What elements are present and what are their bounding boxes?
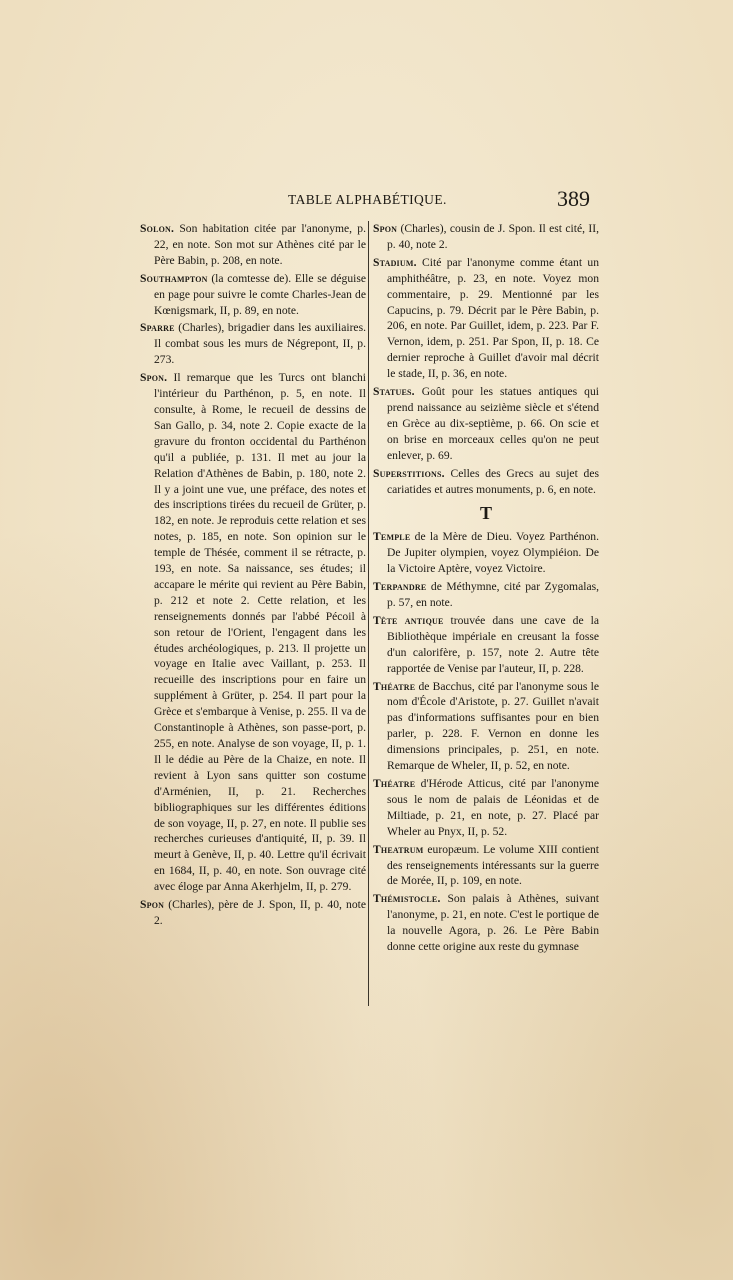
index-entry xyxy=(140,271,366,319)
entry-headword: Théatre xyxy=(373,777,416,790)
index-entry xyxy=(373,613,599,677)
running-title: TABLE ALPHABÉTIQUE. xyxy=(288,192,447,207)
index-entry xyxy=(140,320,366,368)
entry-headword: Solon. xyxy=(140,222,175,235)
section-letter-heading: T xyxy=(479,503,492,524)
entry-text: (Charles), père de J. Spon, II, p. 40, note 2. xyxy=(154,898,366,927)
index-entry xyxy=(140,897,366,929)
entry-text: europæum. Le volume XIII contient des renseignements intéressants sur la guerre de Morée, II, p. 109, en note. xyxy=(387,842,599,888)
entry-headword: Terpandre xyxy=(373,580,427,594)
page-header xyxy=(140,186,592,210)
entry-text: Celles des Grecs au sujet des cariatides et autres monuments, p. 6, en note. xyxy=(387,466,599,496)
page-number: 389 xyxy=(557,186,590,211)
index-entry xyxy=(373,776,599,840)
entry-headword: Spon xyxy=(140,898,165,912)
index-entry xyxy=(373,529,599,577)
entry-headword: Theatrum xyxy=(373,842,424,856)
entry-text: Son habitation citée par l'anonyme, p. 22, en note. Son mot sur Athènes cité par le Père Babin, p. 208, en note. xyxy=(154,222,366,267)
entry-text: de la Mère de Dieu. Voyez Parthénon. De Jupiter olympien, voyez Olympiéion. De la Victoire Aptère, voyez Victoire. xyxy=(387,530,599,576)
left-column xyxy=(140,221,366,931)
entry-headword: Southampton xyxy=(140,271,208,285)
right-column xyxy=(373,221,599,957)
entry-text: de Méthymne, cité par Zygomalas, p. 57, en note. xyxy=(387,580,599,610)
index-entry xyxy=(373,579,599,611)
entry-headword: Spon. xyxy=(140,371,168,385)
entry-headword: Superstitions. xyxy=(373,466,445,480)
entry-text: d'Hérode Atticus, cité par l'anonyme sous le nom de palais de Léonidas et de Miltiade, p. 21, en note, p. 27. Placé par Wheler au Pnyx, II, p. 52. xyxy=(387,777,599,838)
entry-text: de Bacchus, cité par l'anonyme sous le nom d'École d'Aristote, p. 27. Guillet n'avait pas d'informations suffisantes pour en bien parler, p. 228. F. Vernon en donne les dimensions principales, p. 251, en note. Remarque de Wheler, II, p. 52, en note. xyxy=(387,679,599,773)
entry-text: trouvée dans une cave de la Bibliothèque impériale en creusant la fosse d'un calorifère, p. 157, note 2. Autre tête rapportée de Venise par l'auteur, II, p. 228. xyxy=(387,613,599,675)
entry-text: (Charles), cousin de J. Spon. Il est cité, II, p. 40, note 2. xyxy=(387,222,599,251)
entry-headword: Sparre xyxy=(140,321,175,335)
index-entry xyxy=(140,221,366,269)
index-entry xyxy=(373,255,599,382)
index-entry xyxy=(373,842,599,890)
index-entry xyxy=(373,679,599,774)
entry-headword: Tête antique xyxy=(373,613,444,627)
entry-headword: Thémistocle. xyxy=(373,892,441,906)
index-entry xyxy=(373,384,599,464)
entry-headword: Stadium. xyxy=(373,255,417,269)
entry-text: Son palais à Athènes, suivant l'anonyme, p. 21, en note. C'est le portique de la nouvelle Agora, p. 26. Le Père Babin donne cette origine aux reste du gymnase xyxy=(387,892,599,954)
index-entry xyxy=(373,466,599,498)
index-entry xyxy=(140,370,366,895)
entry-text: Goût pour les statues antiques qui prend naissance au seizième siècle et s'étend en Grèce au dix-septième, p. 66. On scie et on brise en morceaux celles qu'on ne peut enlever, p. 69. xyxy=(387,385,599,462)
column-divider xyxy=(368,221,369,1006)
index-entry xyxy=(373,891,599,955)
entry-headword: Temple xyxy=(373,530,411,544)
entry-text: (Charles), brigadier dans les auxiliaires. Il combat sous les murs de Négrepont, II, p. 273. xyxy=(154,321,366,367)
entry-text: (la comtesse de). Elle se déguise en page pour suivre le comte Charles-Jean de Kœnigsmark, II, p. 89, en note. xyxy=(154,271,366,317)
entry-headword: Statues. xyxy=(373,385,415,399)
entry-text: Il remarque que les Turcs ont blanchi l'intérieur du Parthénon, p. 5, en note. Il consulte, à Rome, le recueil de dessins de San Gallo, p. 34, note 2. Copie exacte de la gravure du fronton occidental du Parthénon qu'il a publiée, p. 131. Il met au jour la Relation d'Athènes de Babin, p. 180, note 2. Il y a joint une vue, une préface, des notes et des inscriptions tirées du recueil de Grüter, p. 182, en note. Je reproduis cette relation et ses notes, p. 185, en note. Son opinion sur le temple de Thésée, comment il se rétracte, p. 193, en note. Sa naissance, ses études; il accapare le mérite qui revient au Père Babin, p. 212 et note 2. Cette relation, et les renseignements donnés par l'abbé Pécoil à son retour de l'Orient, l'engagent dans les études archéologiques, p. 213. Il projette un voyage en Italie avec Vaillant, p. 253. Il recueille des inscriptions pour en faire un supplément à Grüter, p. 254. Il part pour la Grèce et s'embarque à Venise, p. 255. Il va de Constantinople à Athènes, son passe-port, p. 255, en note. Analyse de son voyage, II, p. 1. Il le dédie au Père de la Chaize, en note. Il revient à Lyon sans quitter son costume d'Arménien, II, p. 21. Recherches bibliographiques sur les différentes éditions de son voyage, II, p. 27, en note. Il publie ses recherches curieuses d'antiquité, II, p. 39. Il meurt à Genève, II, p. 40. Lettre qu'il écrivait en 1684, II, p. 40, en note. Son ouvrage cité avec éloge par Anna Akerhjelm, II, p. 279. xyxy=(154,371,366,894)
entry-headword: Théatre xyxy=(373,679,416,693)
entry-headword: Spon xyxy=(373,222,398,235)
entry-text: Cité par l'anonyme comme étant un amphithéâtre, p. 23, en note. Voyez mon commentaire, p. 29. Mentionné par les Capucins, p. 79. Décrit par le Père Babin, p. 206, en note. Par Guillet, idem, p. 223. Par F. Vernon, idem, p. 251. Par Spon, II, p. 18. Ce dernier reproche à Guillet d'avoir mal décrit le stade, II, p. 36, en note. xyxy=(387,255,599,381)
index-entry xyxy=(373,221,599,253)
